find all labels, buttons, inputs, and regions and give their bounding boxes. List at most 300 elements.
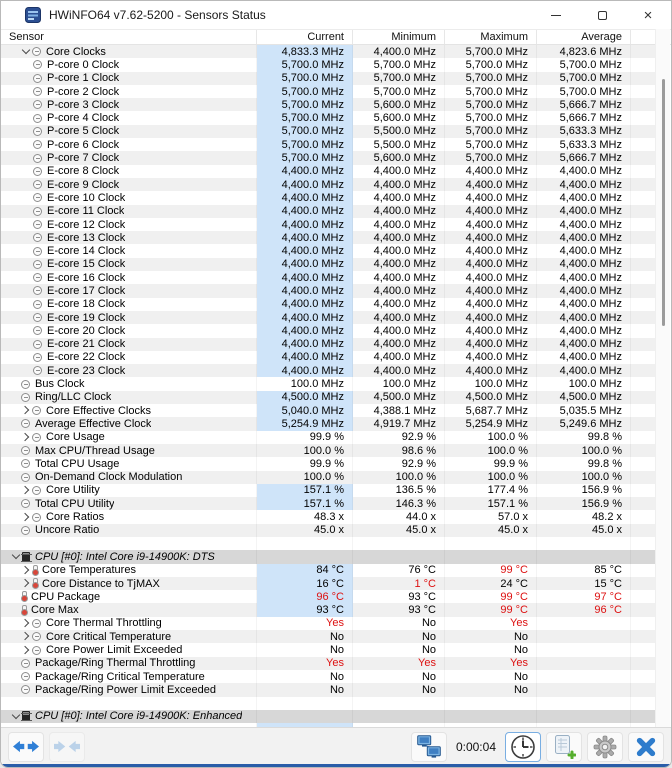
sensor-label: Average Effective Clock [35,417,152,430]
current-value: 48.3 x [257,510,353,523]
current-value: 5,700.0 MHz [257,151,353,164]
table-row[interactable] [1,72,655,85]
section-row[interactable] [1,710,655,723]
table-row[interactable] [1,58,655,71]
table-row[interactable] [1,45,655,58]
current-value: No [257,670,353,683]
sensor-name-cell [1,710,257,723]
average-value [537,710,631,723]
minimum-value: 98.6 % [353,444,445,457]
table-row[interactable] [1,417,655,430]
table-row[interactable] [1,178,655,191]
sensor-name-cell [1,311,257,324]
clock-icon [21,685,30,694]
table-row[interactable] [1,191,655,204]
column-header-sensor[interactable]: Sensor [1,30,257,44]
sensor-label: E-core 14 Clock [47,245,126,258]
table-row[interactable] [1,657,655,670]
average-value: 5,700.0 MHz [537,58,631,71]
average-value: 156.9 % [537,497,631,510]
clock-icon [21,419,30,428]
sensor-name-cell [1,364,257,377]
table-row[interactable] [1,377,655,390]
sensor-label: E-core 20 Clock [47,324,126,337]
clock-icon [32,433,41,442]
sensor-name-cell [1,351,257,364]
current-value: 96 °C [257,590,353,603]
average-value: 4,500.0 MHz [537,391,631,404]
sensor-label: E-core 8 Clock [47,165,120,178]
clock-icon [33,353,42,362]
current-value: 45.0 x [257,524,353,537]
current-value: 4,400.0 MHz [257,271,353,284]
table-row[interactable] [1,590,655,603]
current-value: No [257,643,353,656]
maximum-value: 4,400.0 MHz [445,311,537,324]
chevron-right-icon[interactable] [21,432,32,443]
current-value: No [257,630,353,643]
average-value [537,683,631,696]
minimize-button[interactable] [533,1,579,29]
sensor-name-cell [1,657,257,670]
current-value: 5,700.0 MHz [257,85,353,98]
sensor-name-cell [1,231,257,244]
maximum-value: 5,700.0 MHz [445,58,537,71]
sensor-name-cell [1,630,257,643]
column-header-average[interactable]: Average [537,30,631,44]
table-row[interactable] [1,617,655,630]
average-value: 5,249.6 MHz [537,417,631,430]
maximum-value: 5,700.0 MHz [445,72,537,85]
average-value [537,617,631,630]
table-row[interactable] [1,258,655,271]
maximum-value: No [445,670,537,683]
minimum-value: 44.0 x [353,510,445,523]
table-row[interactable] [1,338,655,351]
table-row[interactable] [1,244,655,257]
sensor-label: CPU [#0]: Intel Core i9-14900K: DTS [35,550,215,563]
average-value: 4,400.0 MHz [537,218,631,231]
minimum-value: 92.9 % [353,457,445,470]
sensor-name-cell [1,510,257,523]
average-value: 4,400.0 MHz [537,244,631,257]
column-header-current[interactable]: Current [257,30,353,44]
table-row[interactable] [1,298,655,311]
sensor-label: P-core 5 Clock [47,125,120,138]
sensor-name-cell [1,643,257,656]
close-icon: × [643,6,653,24]
sensor-label: Total CPU Utility [35,497,115,510]
minimum-value: No [353,630,445,643]
clock-icon [33,74,42,83]
sensor-label: P-core 7 Clock [47,152,120,165]
chevron-down-icon[interactable] [11,711,22,722]
minimum-value: 5,600.0 MHz [353,98,445,111]
sensor-name-cell [1,298,257,311]
current-value: 5,700.0 MHz [257,125,353,138]
table-row[interactable] [1,284,655,297]
table-row[interactable] [1,271,655,284]
table-row[interactable] [1,670,655,683]
minimum-value: 5,700.0 MHz [353,58,445,71]
sensor-label: E-core 18 Clock [47,298,126,311]
average-value: 85 °C [537,564,631,577]
minimum-value: 76 °C [353,564,445,577]
gear-icon [593,735,617,759]
sensor-name-cell [1,324,257,337]
table-row[interactable] [1,311,655,324]
table-row[interactable] [1,577,655,590]
sensor-name-cell [1,72,257,85]
sensor-label: Core Thermal Throttling [46,617,162,630]
clock-icon [33,100,42,109]
clock-icon [33,207,42,216]
sensor-name-cell [1,444,257,457]
clock-icon [33,273,42,282]
sensor-label: Package/Ring Power Limit Exceeded [35,683,216,696]
average-value: 4,400.0 MHz [537,258,631,271]
current-value: 100.0 MHz [257,377,353,390]
current-value: 5,254.9 MHz [257,417,353,430]
section-row[interactable] [1,550,655,563]
minimum-value: 4,400.0 MHz [353,298,445,311]
average-value: 4,400.0 MHz [537,178,631,191]
maximum-value [445,697,537,710]
average-value: 97 °C [537,590,631,603]
settings-button[interactable] [587,732,623,762]
clock-icon [33,313,42,322]
sensor-name-cell [1,697,257,710]
clock-icon [32,406,41,415]
sensor-label: Core Power Limit Exceeded [46,644,183,656]
average-value: 4,400.0 MHz [537,205,631,218]
table-row[interactable] [1,218,655,231]
minimum-value [353,697,445,710]
maximum-value: 99 °C [445,603,537,616]
clock-icon [32,646,41,655]
maximum-value: 5,700.0 MHz [445,45,537,58]
current-value: 4,400.0 MHz [257,165,353,178]
maximum-value: 99 °C [445,590,537,603]
minimum-value: 4,500.0 MHz [353,391,445,404]
minimum-value: 4,919.7 MHz [353,417,445,430]
therm-icon [32,565,37,576]
sensor-name-cell [1,165,257,178]
blank-row [1,697,655,710]
sensor-name-cell [1,271,257,284]
maximum-value: 4,400.0 MHz [445,298,537,311]
chevron-right-icon[interactable] [21,512,32,523]
clock-icon [33,326,42,335]
sensor-name-cell [1,98,257,111]
sensor-label: P-core 4 Clock [47,112,120,125]
average-value [537,537,631,550]
clock-icon [32,47,41,56]
maximum-value: 4,400.0 MHz [445,205,537,218]
table-row[interactable] [1,205,655,218]
maximum-value: 4,400.0 MHz [445,218,537,231]
average-value: 5,035.5 MHz [537,404,631,417]
sensor-name-cell [1,111,257,124]
sensor-name-cell [1,471,257,484]
clock-icon [33,300,42,309]
clock-icon [33,87,42,96]
maximum-value: 4,400.0 MHz [445,231,537,244]
current-value: 5,040.0 MHz [257,404,353,417]
average-value: 100.0 MHz [537,377,631,390]
sensor-name-cell [1,258,257,271]
average-value: 5,633.3 MHz [537,125,631,138]
report-add-icon [552,734,576,759]
minimum-value [353,710,445,723]
minimum-value: 4,388.1 MHz [353,404,445,417]
maximum-value: 100.0 MHz [445,377,537,390]
table-row[interactable] [1,431,655,444]
table-row[interactable] [1,564,655,577]
sensor-name-cell [1,431,257,444]
table-row[interactable] [1,471,655,484]
chevron-right-icon[interactable] [21,485,32,496]
maximum-value: 5,700.0 MHz [445,138,537,151]
average-value: 4,400.0 MHz [537,284,631,297]
table-row[interactable] [1,138,655,151]
minimum-value: 5,500.0 MHz [353,125,445,138]
clock-icon [32,619,41,628]
minimum-value: 4,400.0 MHz [353,284,445,297]
table-row[interactable] [1,151,655,164]
sensor-label: P-core 2 Clock [47,85,120,98]
average-value: 4,823.6 MHz [537,45,631,58]
sensor-name-cell [1,338,257,351]
table-row[interactable] [1,643,655,656]
current-value: 4,400.0 MHz [257,244,353,257]
sensor-name-cell [1,58,257,71]
report-button[interactable] [546,732,582,762]
maximum-value: 5,700.0 MHz [445,125,537,138]
table-row[interactable] [1,324,655,337]
minimum-value [353,537,445,550]
chevron-right-icon[interactable] [21,631,32,642]
maximum-value: 4,400.0 MHz [445,178,537,191]
clock-icon [33,114,42,123]
current-value: 5,700.0 MHz [257,111,353,124]
titlebar[interactable] [1,1,671,29]
average-value: 4,400.0 MHz [537,271,631,284]
maximum-value: 5,254.9 MHz [445,417,537,430]
therm-icon [32,578,37,589]
table-row[interactable] [1,510,655,523]
chevron-down-icon[interactable] [21,46,32,57]
sensor-name-cell [1,537,257,550]
minimum-value: Yes [353,657,445,670]
chevron-right-icon[interactable] [21,578,32,589]
close-button[interactable] [625,1,671,29]
table-row[interactable] [1,111,655,124]
minimum-value: 5,600.0 MHz [353,151,445,164]
clock-icon [33,60,42,69]
window-title: HWiNFO64 v7.62-5200 - Sensors Status [49,8,266,22]
maximum-value: 4,400.0 MHz [445,191,537,204]
current-value: 5,700.0 MHz [257,138,353,151]
maximum-value: Yes [445,617,537,630]
minimum-value: 4,400.0 MHz [353,311,445,324]
sensor-label: Core Usage [46,431,105,444]
minimum-value: 4,400.0 MHz [353,338,445,351]
vertical-scrollbar[interactable] [655,29,670,727]
current-value: 4,500.0 MHz [257,391,353,404]
minimum-value: No [353,617,445,630]
clock-icon [33,127,42,136]
clock-icon [21,393,30,402]
table-header [1,29,671,45]
maximum-value: 4,400.0 MHz [445,351,537,364]
maximum-value: 5,700.0 MHz [445,151,537,164]
expand-columns-button[interactable] [8,732,44,762]
maximum-value: 57.0 x [445,510,537,523]
chevron-right-icon[interactable] [21,405,32,416]
clock-icon [33,154,42,163]
column-header-minimum[interactable]: Minimum [353,30,445,44]
table-row[interactable] [1,391,655,404]
current-value: 4,400.0 MHz [257,205,353,218]
table-row[interactable] [1,603,655,616]
table-row[interactable] [1,484,655,497]
sensor-label: E-core 19 Clock [47,311,126,324]
maximum-value: 24 °C [445,577,537,590]
minimum-value: 4,400.0 MHz [353,165,445,178]
maximum-value: 4,400.0 MHz [445,165,537,178]
minimum-value: 4,400.0 MHz [353,364,445,377]
sensor-label: On-Demand Clock Modulation [35,471,183,484]
sensor-name-cell [1,524,257,537]
average-value: 5,633.3 MHz [537,138,631,151]
average-value: 5,666.7 MHz [537,98,631,111]
sensor-label: E-core 11 Clock [47,205,125,218]
sensor-table-body [1,45,671,727]
maximum-value: 4,400.0 MHz [445,284,537,297]
table-row[interactable] [1,351,655,364]
table-row[interactable] [1,497,655,510]
minimum-value: 100.0 MHz [353,377,445,390]
chevron-right-icon[interactable] [21,565,32,576]
current-value: 5,700.0 MHz [257,98,353,111]
average-value: 45.0 x [537,524,631,537]
maximum-value: 5,700.0 MHz [445,98,537,111]
clock-icon [33,340,42,349]
table-row[interactable] [1,457,655,470]
current-value [257,697,353,710]
sensor-name-cell [1,670,257,683]
sensor-name-cell [1,218,257,231]
sensor-name-cell [1,617,257,630]
minimum-value: 4,400.0 MHz [353,191,445,204]
maximum-value: 4,400.0 MHz [445,258,537,271]
clock-icon [32,513,41,522]
clock-icon [21,446,30,455]
clock-icon [21,672,30,681]
sensor-label: E-core 16 Clock [47,271,126,284]
minimum-value [353,550,445,563]
sensor-label: Core Utility [46,484,100,497]
clock-icon [21,499,30,508]
chevron-right-icon[interactable] [21,645,32,656]
current-value [257,550,353,563]
table-row[interactable] [1,524,655,537]
close-sensors-button[interactable] [628,732,664,762]
minimum-value: 4,400.0 MHz [353,178,445,191]
current-value: 4,400.0 MHz [257,338,353,351]
minimum-value: 146.3 % [353,497,445,510]
maximum-value: 4,400.0 MHz [445,244,537,257]
sensor-label: P-core 0 Clock [47,58,120,71]
clock-icon [33,366,42,375]
logging-clock-button[interactable] [505,732,541,762]
maximize-button[interactable] [579,1,625,29]
table-row[interactable] [1,404,655,417]
sensor-name-cell [1,45,257,58]
sensor-label: E-core 12 Clock [47,218,126,231]
sensor-name-cell [1,284,257,297]
sensor-name-cell [1,497,257,510]
clock-timer-icon [510,734,536,760]
maximum-value: No [445,630,537,643]
remote-sensors-button[interactable] [411,732,447,762]
maximum-value: No [445,643,537,656]
average-value: 48.2 x [537,510,631,523]
minimum-value: 4,400.0 MHz [353,351,445,364]
sensor-name-cell [1,484,257,497]
maximum-value: Yes [445,657,537,670]
clock-icon [21,459,30,468]
average-value: 96 °C [537,603,631,616]
maximum-value: 177.4 % [445,484,537,497]
sensor-label: E-core 10 Clock [47,191,126,204]
minimum-value: 5,500.0 MHz [353,138,445,151]
scrollbar-thumb[interactable] [662,79,665,326]
sensor-name-cell [1,457,257,470]
table-row[interactable] [1,98,655,111]
table-row[interactable] [1,125,655,138]
clock-icon [33,180,42,189]
blank-row [1,537,655,550]
table-row[interactable] [1,231,655,244]
minimum-value: 45.0 x [353,524,445,537]
chevron-down-icon[interactable] [11,551,22,562]
average-value: 100.0 % [537,471,631,484]
sensor-label: Core Max [31,604,79,617]
chevron-right-icon[interactable] [21,618,32,629]
table-row[interactable] [1,683,655,696]
sensor-label: P-core 3 Clock [47,98,120,111]
sensor-name-cell [1,683,257,696]
average-value: 4,400.0 MHz [537,338,631,351]
current-value: 4,400.0 MHz [257,191,353,204]
close-x-icon [635,736,657,758]
sensor-name-cell [1,391,257,404]
minimize-icon [551,15,561,16]
maximum-value: 99 °C [445,564,537,577]
table-row[interactable] [1,630,655,643]
minimum-value: 4,400.0 MHz [353,271,445,284]
column-header-maximum[interactable]: Maximum [445,30,537,44]
collapse-columns-button[interactable] [49,732,85,762]
table-row[interactable] [1,85,655,98]
sensor-label: Core Critical Temperature [46,630,172,643]
current-value: 84 °C [257,564,353,577]
table-row[interactable] [1,165,655,178]
table-row[interactable] [1,444,655,457]
table-row[interactable] [1,364,655,377]
